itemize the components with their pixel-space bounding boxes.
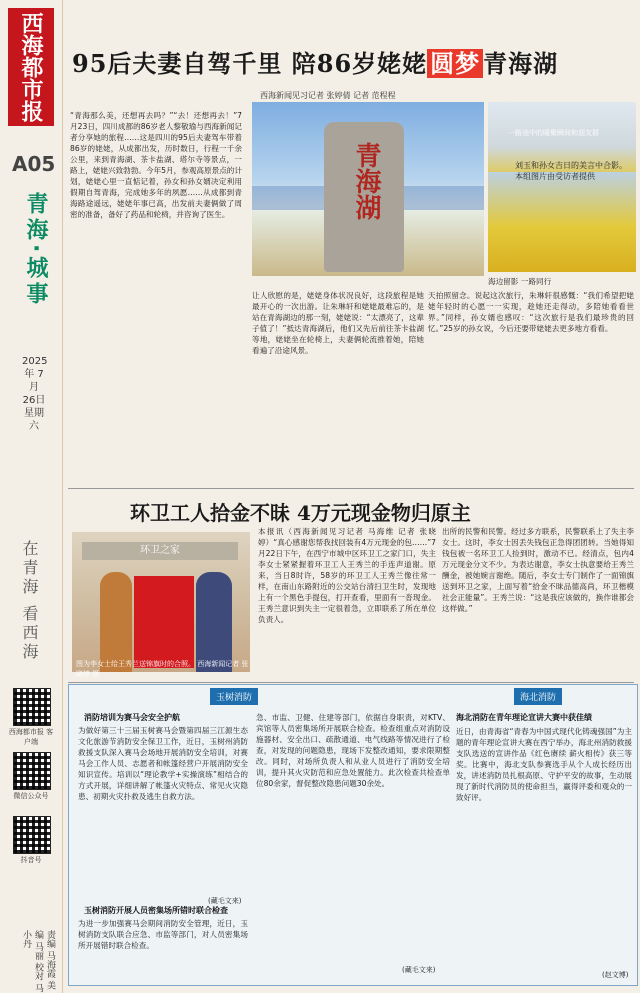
qr-code-icon [13, 752, 51, 790]
signature-2: (藏毛文来) [402, 966, 436, 974]
photo-caption-top: 一路途中的暖聚瞬间和朋友群 [508, 129, 599, 137]
person-owner [196, 572, 232, 672]
section-divider [68, 682, 634, 683]
newspaper-masthead: 西海都市报 [8, 8, 54, 126]
fire-news-body-3: 急、市监、卫健、住建等部门，依据自身职责，对KTV、宾馆等人员密集场所开展联合检查。检查组重点对消防设施器材、安全出口、疏散通道、电气线路等情况进行了检查，对发现的问题隐患，现场下发整改通知，要求限期整改。同时，对场所负责人和从业人员进行了消防安全培训，提升其火灾防范和应急处置能力。此次检查共检查单位80余家，督促整改隐患问题30余处。 [256, 713, 450, 788]
article2-column-1: 本报讯（西海新闻见习记者 马海维 记者 张晓婷）“真心感谢您帮我找回装有4万元现金的包……”7月22日下午，在西宁市城中区环卫工之家门口，失主李女士紧紧握着环卫工人王秀兰的手连声道谢。原来，当日8时许，58岁的环卫工人王秀兰像往常一样，在南山东路附近的公交站台清扫卫生时，发现地上有一个黑色手提包，打开查看，里面有一沓现金。王秀兰意识到失主一定很着急，立即联系了所在单位负责人。 [258, 527, 436, 624]
section-divider [68, 488, 634, 489]
qinghai-lake-photo [252, 102, 484, 276]
qr-code-icon [13, 816, 51, 854]
rock-inscription: 青海湖 [351, 142, 381, 220]
flower-field-photo [488, 172, 636, 272]
page-number: A05 [12, 152, 56, 176]
qr-label-wechat: 微信公众号 [13, 792, 49, 800]
signature-3: (赵文博) [602, 971, 629, 979]
qr-label-app: 西海都市报 客户端 [8, 728, 54, 746]
station-sign: 环卫之家 [82, 542, 238, 560]
signature-1: (藏毛文来) [208, 897, 242, 905]
article1-headline [72, 44, 632, 79]
article1-photo-note: 海边留影 一路同行 [488, 277, 552, 286]
headline-highlight: 圆梦 [427, 49, 483, 78]
article2-column-2: 出所的民警和民警。经过多方联系，民警联系上了失主李女士。这时，李女士因丢失钱包正急得团团转。当她得知钱包被一名环卫工人捡到时，激动不已。经清点，包内4万元现金分文不少。为表达谢意，李女士执意要给王秀兰酬金，被她婉言谢绝。随后，李女士专门制作了一面锦旗送到环卫之家，上面写着“拾金不昧品德高尚，环卫楷模社会正能量”。王秀兰说：“这是我应该做的，换作谁都会这样做。” [442, 527, 634, 613]
editor-credit: 责编 马海霞 美编 马丽 校对 马小丹 [21, 930, 55, 993]
fire-news-body-2: 为进一步加强赛马会期间消防安全管理，近日，玉树消防支队联合应急、市监等部门，对人员密集场所开展错时联合检查。 [78, 919, 248, 950]
person-sanitation-worker [100, 572, 132, 672]
photo-caption-right: 刘玉和孙女吉日的美言中合影。 本组图片由受访者提供 [515, 161, 627, 181]
fire-news-title-2: 玉树消防开展人员密集场所错时联合检查 [84, 906, 228, 915]
headline-part1: 95后夫妻自驾千里 陪86岁姥姥 [72, 49, 428, 78]
fire-news-title-3: 海北消防在青年理论宣讲大赛中获佳绩 [456, 713, 592, 722]
qr-label-douyin: 抖音号 [20, 856, 42, 864]
award-photo-caption: 图为李女士给王秀兰送锦旗时的合照。 西海新闻记者 张晓婷 摄 [76, 660, 249, 678]
article1-column-1: “青海那么美，还想再去吗？”“去！还想再去！”7月23日，四川成都的86岁老人黎敬瑜与西海新闻记者分享她的旅程……这是四川的95后夫妻驾车带着86岁的姥姥，从成都出发，历时数日，行程一千余公里，来到青海湖、茶卡盐湖、塔尔寺等景点，一路上，姥姥兴致勃勃。今年5月，参观高原景点的计划，姥姥心里一直惦记着，孙女和孙女婿决定利用假期自驾青海，完成她多年的夙愿……从成都到青海路途遥远，姥姥年事已高，出发前夫妻俩做了周密的准备，备好了药品和轮椅，并咨询了医生。 [70, 111, 242, 219]
slogan: 在青海 看西海 [20, 540, 39, 663]
fire-news-body-4: 近日，由青海省“青春为中国式现代化铸魂强国”为主题的青年理论宣讲大赛在西宁举办，海北州消防救援支队选送的宣讲作品《红色赓续 薪火相传》获三等奖。比赛中，海北支队参赛选手从个人成长经历出发，讲述消防员扎根高原、守护平安的故事，生动展现了新时代消防员的使命担当，赢得评委和观众的一致好评。 [456, 727, 632, 802]
article2-headline: 环卫工人拾金不昧 4万元现金物归原主 [130, 501, 471, 525]
article1-column-2: 让人欣慰的是，姥姥身体状况良好，这段旅程是她最开心的一次出游。让朱琳轩和姥姥最难忘的，是站在青海湖边的那一刻，姥姥说：“太漂亮了，这辈子值了！”抵达青海湖后，他们又先后前往茶卡盐湖等地，姥姥坐在轮椅上，夫妻俩轮流推着她，陪她看遍了沿途风景。 [252, 291, 424, 355]
qr-code-icon [13, 688, 51, 726]
article1-byline: 西海新闻见习记者 张婷倩 记者 范程程 [260, 91, 396, 100]
tag-yushu-fire: 玉树消防 [210, 688, 258, 705]
headline-part2: 青海湖 [483, 49, 559, 78]
tag-haibei-fire: 海北消防 [514, 688, 562, 705]
fire-news-body-1: 为做好第三十三届玉树赛马会暨第四届三江源生态文化旅游节消防安全保卫工作，近日，玉树州消防救援支队深入赛马会场地开展消防安全培训，对赛马会工作人员、志愿者和帐篷经营户开展消防安全知识宣传。培训以“理论教学+实操演练”相结合的方式开展，详细讲解了帐篷火灾特点、常见火灾隐患、初期火灾扑救及逃生自救方法。 [78, 726, 248, 801]
section-title: 青海·城事 [23, 192, 48, 309]
fire-news-title-1: 消防培训为赛马会安全护航 [84, 713, 180, 722]
article1-column-3: 天拍照留念。说起这次旅行，朱琳轩很感慨：“我们希望把姥姥年轻时的心愿一一实现，趁她还走得动，多陪她看看世界。”同样，孙女婿也感叹：“这次旅行是我们最珍贵的回忆。”25岁的孙女说，今后还要带姥姥去更多地方看看。 [428, 291, 634, 333]
award-banner-photo [72, 532, 250, 672]
issue-date: 2025年 7月 26日 星期六 [22, 356, 48, 432]
lake-stone-monument [324, 122, 404, 272]
red-silk-banner [134, 576, 194, 668]
